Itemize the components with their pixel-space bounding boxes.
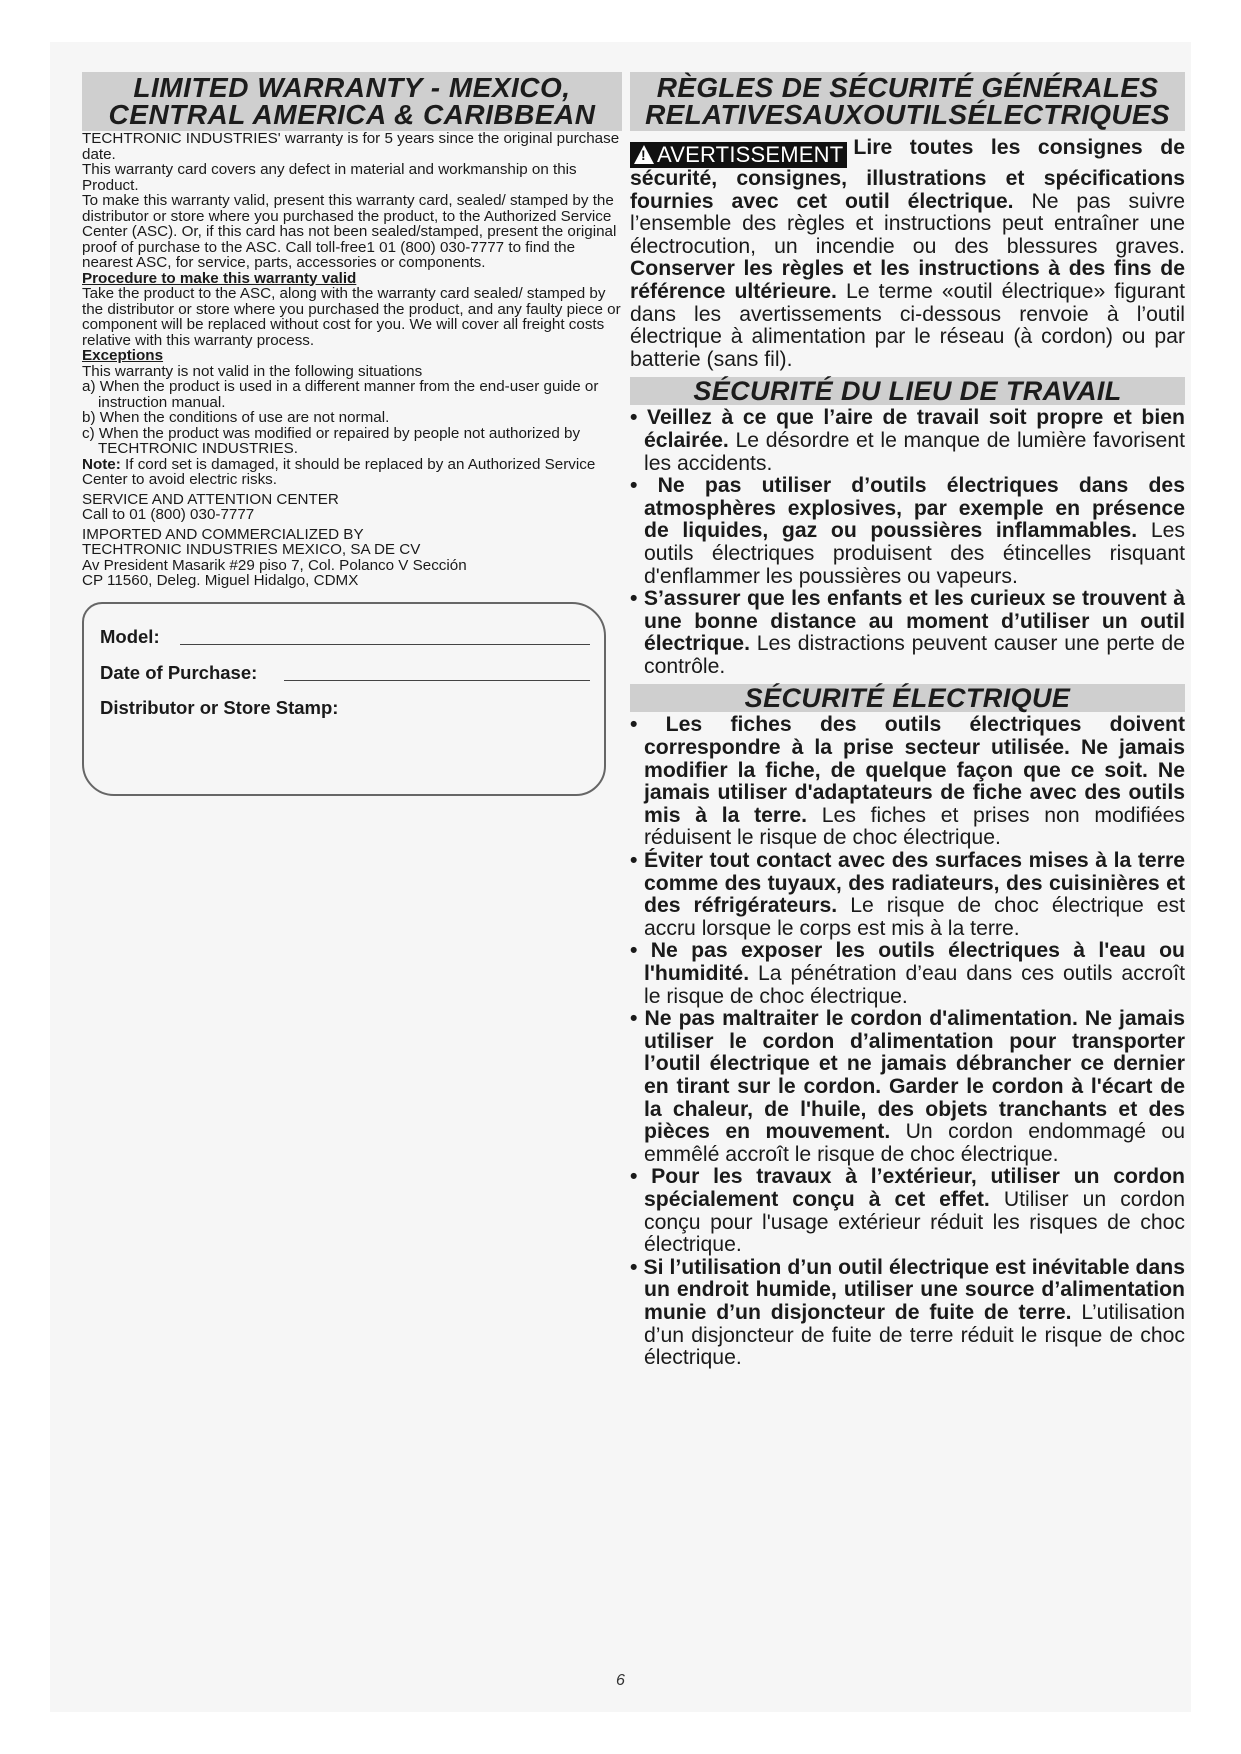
note-paragraph [82,457,622,488]
warranty-title-line1: LIMITED WARRANTY - MEXICO, [133,72,571,103]
page-number: 6 [616,1672,625,1689]
work-area-safety-heading: SÉCURITÉ DU LIEU DE TRAVAIL [630,377,1185,405]
work-area-safety-list [630,407,1185,678]
store-stamp-label: Distributor or Store Stamp: [100,696,339,718]
intro-text-2: Le terme «outil électrique» figurant dans les avertissements ci-dessous renvoie à l’outil électrique à alimentation par le réseau (à cordon) ou par batterie (sans fil). [630,279,1185,371]
warranty-column [82,72,622,796]
warning-triangle-icon [634,145,654,164]
intro-bold-2: Conserver les règles et les instructions à des fins de référence ultérieure. [630,257,1185,303]
list-item: • S’assurer que les enfants et les curieux se trouvent à une bonne distance au moment d’utiliser un outil électrique. Les distractions peuvent causer une perte de contrôle. [630,587,1185,678]
warranty-card [82,602,606,796]
model-field[interactable] [180,644,590,645]
date-of-purchase-field[interactable] [284,680,590,681]
warning-label: AVERTISSEMENT [657,142,844,167]
safety-title-line2: RELATIVESAUXOUTILSÉLECTRIQUES [645,99,1170,130]
date-of-purchase-label: Date of Purchase: [100,661,258,683]
list-item: • Éviter tout contact avec des surfaces mises à la terre comme des tuyaux, des radiateurs, des cuisinières et des réfrigérateurs. Le risque de choc électrique est accru lorsque le corps est mis à la terre. [630,849,1185,940]
exception-item: a) When the product is used in a different manner from the end-user guide or instruction manual. [82,378,599,411]
procedure-heading: Procedure to make this warranty valid [82,269,357,287]
intro-text-1: Ne pas suivre l’ensemble des règles et instructions peut entraîner une électrocution, un incendie ou des blessures graves. [630,189,1185,258]
note-text: If cord set is damaged, it should be replaced by an Authorized Service Center to avoid electric risks. [82,455,596,488]
warranty-body [82,131,622,589]
warranty-coverage-text: This warranty card covers any defect in material and workmanship on this Product. [82,161,577,194]
intro-paragraph [630,137,1185,371]
note-label: Note: [82,455,121,473]
service-center-title: SERVICE AND ATTENTION CENTER [82,490,339,508]
exception-item: b) When the conditions of use are not normal. [82,409,390,426]
exceptions-intro: This warranty is not valid in the following situations [82,362,423,380]
list-item: • Pour les travaux à l’extérieur, utiliser un cordon spécialement conçu à cet effet. Utiliser un cordon conçu pour l'usage extérieur réduit les risques de choc électrique. [630,1165,1185,1257]
warranty-validity-text: To make this warranty valid, present this warranty card, sealed/ stamped by the distributor or store where you purchased the product, to the Authorized Service Center (ASC). Or, if this card has not been sealed/stamped, present the original proof of purchase to the ASC. Call toll-free1 01 (800) 030-7777 to find the nearest ASC, for service, parts, accessories or components. [82,192,617,271]
exceptions-heading: Exceptions [82,347,164,364]
list-item: • Les fiches des outils électriques doivent correspondre à la prise secteur utilisée. Ne jamais modifier la fiche, de quelque façon que ce soit. Ne jamais utiliser d'adaptateurs de fiche avec des outils mis à la terre. Les fiches et prises non modifiées réduisent le risque de choc électrique. [630,713,1186,850]
list-item: • Ne pas utiliser d’outils électriques dans des atmosphères explosives, par exemple en présence de liquides, gaz ou poussières inflammables. Les outils électriques produisent des étincelles risquant d'enflammer les poussières ou vapeurs. [630,474,1185,588]
electrical-safety-heading: SÉCURITÉ ÉLECTRIQUE [630,684,1185,712]
warranty-title-banner [82,72,622,131]
list-item: • Ne pas maltraiter le cordon d'alimentation. Ne jamais utiliser le cordon d’alimentation pour transporter l’outil électrique et ne jamais débrancher ce dernier en tirant sur le cordon. Garder le cordon à l'écart de la chaleur, de l'huile, des objets tranchants et des pièces en mouvement. Un cordon endommagé ou emmêlé accroît le risque de choc électrique. [630,1007,1185,1166]
model-label: Model: [100,625,160,647]
importer-line: IMPORTED AND COMMERCIALIZED BY [82,525,364,543]
service-center-phone: Call to 01 (800) 030-7777 [82,506,255,523]
procedure-text: Take the product to the ASC, along with the warranty card sealed/ stamped by the distributor or store where you purchased the product, and any faulty piece or component will be replaced without cost for you. We will cover all freight costs relative with this warranty process. [82,285,621,349]
warning-badge [630,142,847,168]
safety-title-line1: RÈGLES DE SÉCURITÉ GÉNÉRALES [656,72,1159,103]
safety-rules-title-banner [630,72,1185,131]
list-item: • Veillez à ce que l’aire de travail soit propre et bien éclairée. Le désordre et le manque de lumière favorisent les accidents. [630,406,1185,475]
electrical-safety-list [630,714,1185,1369]
list-item: • Si l’utilisation d’un outil électrique est inévitable dans un endroit humide, utiliser une source d’alimentation munie d’un disjoncteur de fuite de terre. L’utilisation d’un disjoncteur de fuite de terre réduit le risque de choc électrique. [630,1255,1185,1370]
warranty-period-text: TECHTRONIC INDUSTRIES' warranty is for 5 years since the original purchase date. [82,130,620,163]
list-item: • Ne pas exposer les outils électriques à l'eau ou l'humidité. La pénétration d’eau dans ces outils accroît le risque de choc électrique. [630,939,1185,1008]
importer-line: TECHTRONIC INDUSTRIES MEXICO, SA DE CV [82,541,421,558]
importer-line: Av President Masarik #29 piso 7, Col. Polanco V Sección [82,556,467,574]
warranty-title-line2: CENTRAL AMERICA & CARIBBEAN [108,99,596,130]
exception-item: c) When the product was modified or repaired by people not authorized by TECHTRONIC INDUSTRIES. [82,424,581,457]
safety-column [630,72,1185,1370]
importer-line: CP 11560, Deleg. Miguel Hidalgo, CDMX [82,572,359,589]
intro-bold-1: Lire toutes les consignes de sécurité, consignes, illustrations et spécifications fournies avec cet outil électrique. [630,136,1185,213]
